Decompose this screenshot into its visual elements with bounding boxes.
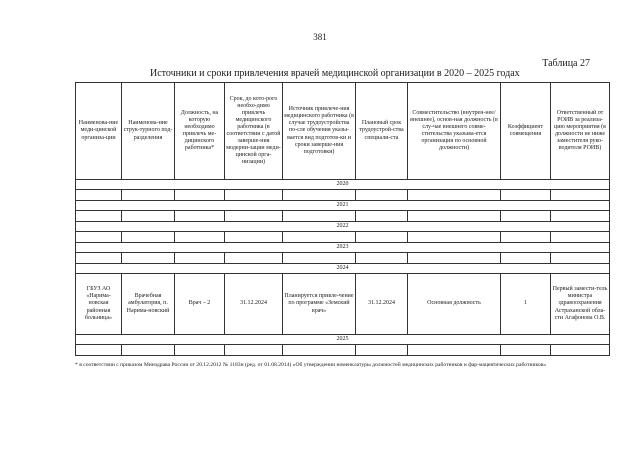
table-row (76, 190, 610, 201)
header-cell: Должность, на которую необходимо привлечь ме-дицинского работника* (175, 83, 225, 180)
header-cell: Плановый срок трудоустрой-ства специали-ста (356, 83, 408, 180)
source-cell: Планируется привле-чение по программе «Земский врач» (283, 274, 356, 335)
document-title: Источники и сроки привлечения врачей медицинской организации в 2020 – 2025 годах (150, 68, 520, 79)
year-label: 2021 (76, 201, 610, 211)
year-row-2022 (76, 222, 610, 232)
responsible-cell: Первый замести-тель министра здравоохранения Астраханской обла-сти Агафонова О.В. (551, 274, 610, 335)
header-row (76, 83, 610, 180)
table-row (76, 232, 610, 243)
header-cell: Источник привлече-ния медицинского работника (в случае трудоустройства по-сле обучения указы-вается вид подготов-ки и сроки заверше-ния подготовки) (283, 83, 356, 180)
year-label: 2025 (76, 335, 610, 345)
recruitment-table (75, 82, 610, 356)
footnote: * в соответствии с приказом Минздрава России от 20.12.2012 № 1183н (ред. от 01.08.2014) «Об утверждении номенклатуры должностей медицинских работников и фар-мацевтических работников» (75, 362, 547, 368)
year-label: 2023 (76, 243, 610, 253)
table-row (76, 274, 610, 335)
table-label: Таблица 27 (542, 58, 590, 69)
header-cell: Наименова-ние меди-цинской организа-ции (76, 83, 122, 180)
coefficient-cell: 1 (501, 274, 551, 335)
position-cell: Врач – 2 (175, 274, 225, 335)
year-row-2021 (76, 201, 610, 211)
subdivision-cell: Врачебная амбулатория, п. Нарима-новский (122, 274, 175, 335)
header-cell: Коэффициент совмещения (501, 83, 551, 180)
year-row-2024 (76, 264, 610, 274)
planned-date-cell: 31.12.2024 (356, 274, 408, 335)
header-cell: Ответственный от РОИВ за реализа-цию мероприятия (в должности не ниже заместителя руко-водителя РОИВ) (551, 83, 610, 180)
deadline-cell: 31.12.2024 (225, 274, 283, 335)
year-row-2025 (76, 335, 610, 345)
table-row (76, 211, 610, 222)
year-label: 2024 (76, 264, 610, 274)
page-number: 381 (313, 32, 327, 42)
table-row (76, 345, 610, 356)
header-cell: Срок, до кото-рого необхо-димо привлечь медицинского работника (в соответствии с датой заверше-ния модерни-зации меди-цинской орга-низации) (225, 83, 283, 180)
combination-cell: Основная должность (408, 274, 501, 335)
header-cell: Совместительство (внутрен-нее/внешнее), основ-ная должность (в слу-чае внешнего совме-стительства указыва-ется организация по основной должности) (408, 83, 501, 180)
year-row-2023 (76, 243, 610, 253)
year-row-2020 (76, 180, 610, 190)
organization-cell: ГБУЗ АО «Нарима-новская районная больница» (76, 274, 122, 335)
header-cell: Наименова-ние струк-турного под-разделения (122, 83, 175, 180)
year-label: 2020 (76, 180, 610, 190)
table-row (76, 253, 610, 264)
year-label: 2022 (76, 222, 610, 232)
